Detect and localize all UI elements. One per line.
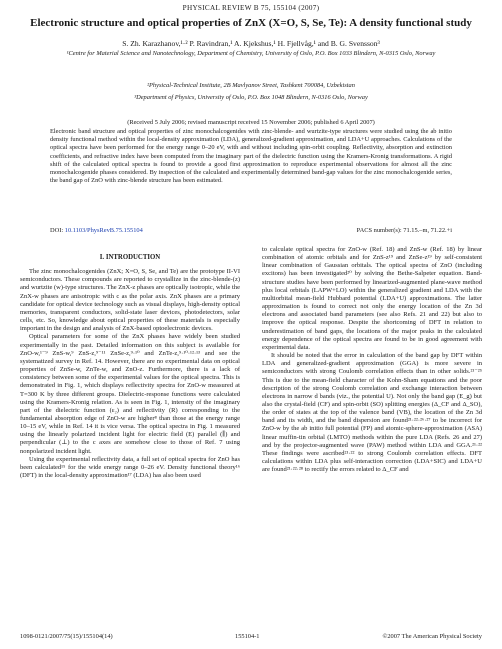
footer-page-number: 155104-1 (235, 633, 260, 640)
footer-copyright: ©2007 The American Physical Society (382, 633, 482, 640)
paragraph: It should be noted that the error in calculation of the band gap by DFT within LDA and generalized-gradient approximation (GGA) is more severe in semiconductors with strong Coulomb correlation effects than in other solids.²¹⁻²⁵ This is due to the mean-field character of the Kohn-Sham equations and the poor description of the strong Coulomb correlation and exchange interaction between electrons in narrow d bands (viz., the potential U). Not only the band gap (E_g) but also the crystal-field (CF) and spin-orbit (SO) splitting energies (Δ_CF and Δ_SO), the order of states at the top of the valence band (VB), the location of the Zn 3d band and its width, and the band dispersion are found²¹·²²·²⁶·²⁷ to be incorrect for ZnO-w by the ab initio full potential (FP) and atomic-sphere-approximation (ASA) linear muffin-tin orbital (LMTO) methods within the pure LDA (Refs. 26 and 27) and by the projector-augmented wave (PAW) method within LDA and GGA.²¹·²² These findings were ascribed²¹·²² to strong Coulomb correlation effects. DFT calculations within LDA plus self-interaction correction (LDA+SIC) and LDA+U are found²¹·²²·²⁸ to rectify the errors related to Δ_CF and (262, 352, 482, 474)
left-column (20, 246, 240, 480)
affiliation-1: ¹Centre for Material Science and Nanotechnology, Department of Chemistry, University of Oslo, P.O. Box 1033 Blindern, N-0315 Oslo, Norway (66, 50, 436, 57)
received-dates: (Received 5 July 2006; revised manuscript received 15 November 2006; published 6 April 2007) (127, 119, 375, 126)
paragraph: The zinc monochalcogenides (ZnX; X=O, S, Se, and Te) are the prototype II-VI semiconductors. These compounds are reported to crystallize in the zinc-blende-(z) and wurtzite (w)-type structures. The ZnX-z phases are optically isotropic, while the ZnX-w phases are anisotropic with c as the polar axis. ZnX phases are a primary candidate for optical device technology such as visual displays, high-density optical memories, transparent conductors, solid-state laser devices, photodetectors, solar cells, etc. So, knowledge about optical properties of these materials is especially important in the design and analysis of ZnX-based optoelectronic devices. (20, 268, 240, 333)
doi-link[interactable]: 10.1103/PhysRevB.75.155104 (64, 227, 143, 234)
paragraph: Optical parameters for some of the ZnX phases have widely been studied experimentally in the past. Detailed information on this subject is available for ZnO-w,¹⁻⁹ ZnS-w,⁹ ZnS-z,⁹⁻¹¹ ZnSe-z,⁹·¹⁰ and ZnTe-z,⁹·¹⁰·¹²·¹³ and see the systematized survey in Ref. 14. However, there are no experimental data on optical properties of ZnSe-w, ZnTe-w, and ZnO-z. Furthermore, there is a lack of consistency between some of the experimental values for the optical spectra. This is demonstrated in Fig. 1, which displays reflectivity spectra for ZnO-w measured at T=300 K by three different groups. Dielectric-response functions were calculated using the Kramers-Kronig relation. As is seen in Fig. 1, intensity of the imaginary part of the dielectric function (ε₂) and reflectivity (R) corresponding to the fundamental absorption edge of ZnO-w are higher⁸ than those at the energy range 10–15 eV, while in Ref. 14 it is vice versa. The optical spectra in Fig. 1 measured using the linearly polarized incident light for electric field (E) parallel (∥) and perpendicular (⊥) to the c axes are somehow close to those of Ref. 7 using nonpolarized incident light. (20, 333, 240, 455)
running-head: PHYSICAL REVIEW B 75, 155104 (2007) (182, 4, 320, 12)
footer-issn: 1098-0121/2007/75(15)/155104(14) (20, 633, 113, 640)
right-column (262, 246, 482, 474)
section-heading: I. INTRODUCTION (99, 254, 161, 261)
affiliation-3: ³Department of Physics, University of Oslo, P.O. Box 1048 Blindern, N-0316 Oslo, Norway (134, 94, 368, 101)
paragraph: to calculate optical spectra for ZnO-w (Ref. 18) and ZnS-w (Ref. 18) by linear combination of atomic orbitals and for ZnS-z¹⁹ and ZnSe-z¹⁹ by self-consistent linear combination of Gaussian orbitals. The optical spectra of ZnO (including excitons) has been investigated²⁰ by solving the Bethe-Salpeter equation. Band-structure studies have been performed by linearized-augmented plane-wave method plus local orbitals (LAPW+LO) within the generalized gradient and LDA with the multiorbital mean-field Hubbard potential (LDA+U) approximations. The latter approximation is found to correct not only the energy location of the Zn 3d electrons and associated band parameters (see also Refs. 21 and 22) but also to improve the optical response. Despite the shortcoming of DFT in relation to underestimation of band gaps, the locations of the major peaks in the calculated energy dependence of the optical spectra are found to be in good agreement with experimental data. (262, 246, 482, 351)
abstract: Electronic band structure and optical properties of zinc monochalcogenides with zinc-blende- and wurtzite-type structures were studied using the ab initio density functional method within the local-density approximation (LDA), generalized-gradient approximation, and LDA+U approaches. Calculations of the optical spectra have been performed for the energy range 0–20 eV, with and without including spin-orbit coupling. Reflectivity, absorption and extinction coefficients, and refractive index have been computed from the imaginary part of the dielectric function using the Kramers-Kronig transformations. A rigid shift of the calculated optical spectra is found to provide a good first approximation to reproduce experimental observations for almost all the zinc monochalcogenide phases considered. By inspection of the calculated and experimentally determined band-gap values for the zinc monochalcogenide series, the band gap of ZnO with zinc-blende structure has been estimated. (50, 128, 452, 185)
author-list: S. Zh. Karazhanov,¹·² P. Ravindran,¹ A. Kjekshus,¹ H. Fjellvåg,¹ and B. G. Svensson³ (122, 39, 380, 48)
doi-label: DOI: (50, 227, 64, 234)
article-title: Electronic structure and optical properties of ZnX (X=O, S, Se, Te): A density functional study (30, 17, 472, 29)
paragraph: Using the experimental reflectivity data, a full set of optical spectra for ZnO has been calculated¹⁵ for the wide energy range 0–26 eV. Density functional theory¹⁶ (DFT) in the local-density approximation¹⁷ (LDA) has also been used (20, 455, 240, 480)
affiliation-2: ²Physical-Technical Institute, 2B Mavlyanov Street, Tashkent 700084, Uzbekistan (147, 82, 355, 89)
pacs-numbers: PACS number(s): 71.15.–m, 71.22.+i (356, 227, 452, 234)
doi-line (50, 227, 143, 235)
